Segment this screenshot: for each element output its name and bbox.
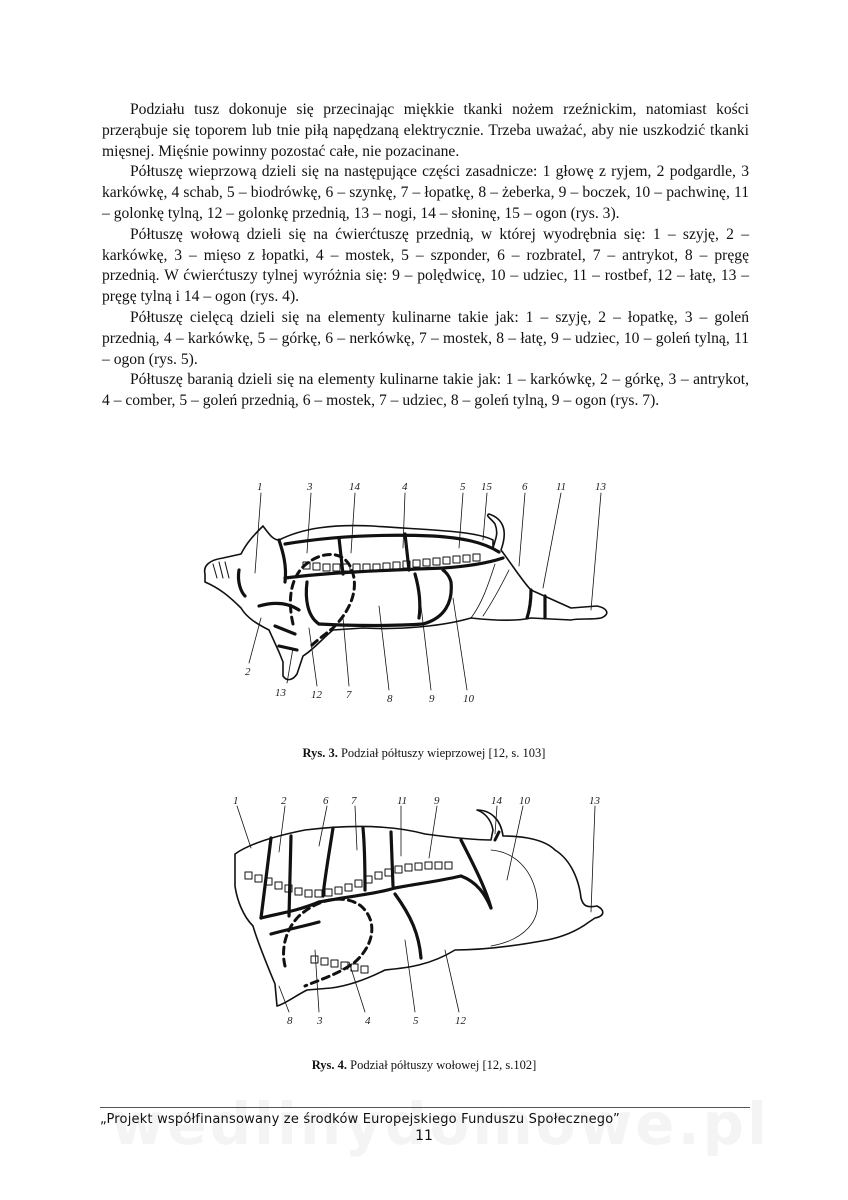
figure3-labels-bottom	[245, 666, 475, 705]
paragraph: Półtuszę baranią dzieli się na elementy kulinarne takie jak: 1 – karkówkę, 2 – górkę, 3 – antrykot, 4 – comber, 5 – goleń przednią, 6 – mostek, 7 – udziec, 8 – goleń tylną, 9 – ogon (rys. 7).	[102, 371, 749, 410]
diagram-label: 8	[287, 1015, 293, 1027]
paragraph: Półtuszę wołową dzieli się na ćwierćtuszę przednią, w której wyodrębnia się: 1 – szyję, 2 – karkówkę, 3 – mięso z łopatki, 4 – mostek, 5 – szponder, 6 – rozbratel, 7 – antrykot, 8 – pręgę przednią. W ćwierćtuszy tylnej wyróżnia się: 9 – polędwicę, 10 – udziec, 11 – rostbef, 12 – łatę, 13 – pręgę tylną i 14 – ogon (rys. 4).	[102, 225, 749, 306]
figure4-labels-bottom	[287, 1015, 467, 1027]
diagram-label: 6	[522, 481, 528, 493]
diagram-label: 11	[397, 795, 408, 807]
caption-number: Rys. 4.	[311, 1058, 348, 1072]
diagram-label: 14	[349, 481, 360, 493]
diagram-label: 3	[307, 481, 313, 493]
paragraph: Półtuszę cielęcą dzieli się na elementy kulinarne takie jak: 1 – szyję, 2 – łopatkę, 3 – goleń przednią, 4 – karkówkę, 5 – górkę, 6 – nerkówkę, 7 – mostek, 8 – łatę, 9 – udziec, 10 – goleń tylną, 11 – ogon (rys. 5).	[102, 308, 749, 368]
diagram-label: 2	[281, 795, 287, 807]
diagram-label: 5	[460, 481, 466, 493]
diagram-label: 10	[463, 693, 474, 705]
caption-text: Podział półtuszy wieprzowej [12, s. 103]	[337, 746, 546, 760]
diagram-label: 4	[402, 481, 408, 493]
diagram-label: 12	[455, 1015, 466, 1027]
diagram-label: 2	[245, 666, 251, 678]
diagram-label: 9	[429, 693, 435, 705]
paragraph: Półtuszę wieprzową dzieli się na następujące części zasadnicze: 1 głowę z ryjem, 2 podgardle, 3 karkówkę, 4 schab, 5 – biodrówkę, 6 – szynkę, 7 – łopatkę, 8 – żeberka, 9 – boczek, 10 – pachwinę, 11 – golonkę tylną, 12 – golonkę przednią, 13 – nogi, 14 – słoninę, 15 – ogon (rys. 3).	[102, 163, 749, 222]
diagram-label: 13	[275, 687, 286, 699]
diagram-label: 1	[257, 481, 263, 493]
diagram-label: 5	[413, 1015, 419, 1027]
caption-text: Podział półtuszy wołowej [12, s.102]	[347, 1058, 537, 1072]
diagram-label: 1	[233, 795, 239, 807]
diagram-label: 7	[346, 689, 352, 701]
body-text	[102, 100, 749, 412]
paragraph: Podziału tusz dokonuje się przecinając miękkie tkanki nożem rzeźnickim, natomiast kości przerąbuje się toporem lub tnie piłą napędzaną elektrycznie. Trzeba uważać, aby nie uszkodzić tkanki mięsnej. Mięśnie powinny pozostać całe, nie pozacinane.	[102, 101, 749, 160]
beef-carcass-diagram	[215, 790, 629, 1030]
diagram-label: 12	[311, 689, 322, 701]
diagram-label: 3	[317, 1015, 323, 1027]
diagram-label: 13	[595, 481, 606, 493]
pork-carcass-diagram	[183, 478, 643, 710]
diagram-label: 4	[365, 1015, 371, 1027]
figure3-labels-top	[257, 481, 607, 493]
footer-funding-note: „Projekt współfinansowany ze środków Europejskiego Funduszu Społecznego”	[100, 1112, 620, 1127]
diagram-label: 11	[556, 481, 567, 493]
caption-number: Rys. 3.	[302, 746, 338, 760]
diagram-label: 8	[387, 693, 393, 705]
diagram-label: 7	[351, 795, 357, 807]
figure4-caption	[0, 1058, 848, 1073]
footer-divider	[100, 1107, 750, 1108]
figure3-caption	[0, 746, 848, 761]
page-number: 11	[415, 1128, 433, 1144]
diagram-label: 6	[323, 795, 329, 807]
diagram-label: 10	[519, 795, 530, 807]
diagram-label: 9	[434, 795, 440, 807]
diagram-label: 13	[589, 795, 600, 807]
diagram-label: 14	[491, 795, 502, 807]
diagram-label: 15	[481, 481, 492, 493]
figure4-labels-top	[233, 795, 601, 807]
